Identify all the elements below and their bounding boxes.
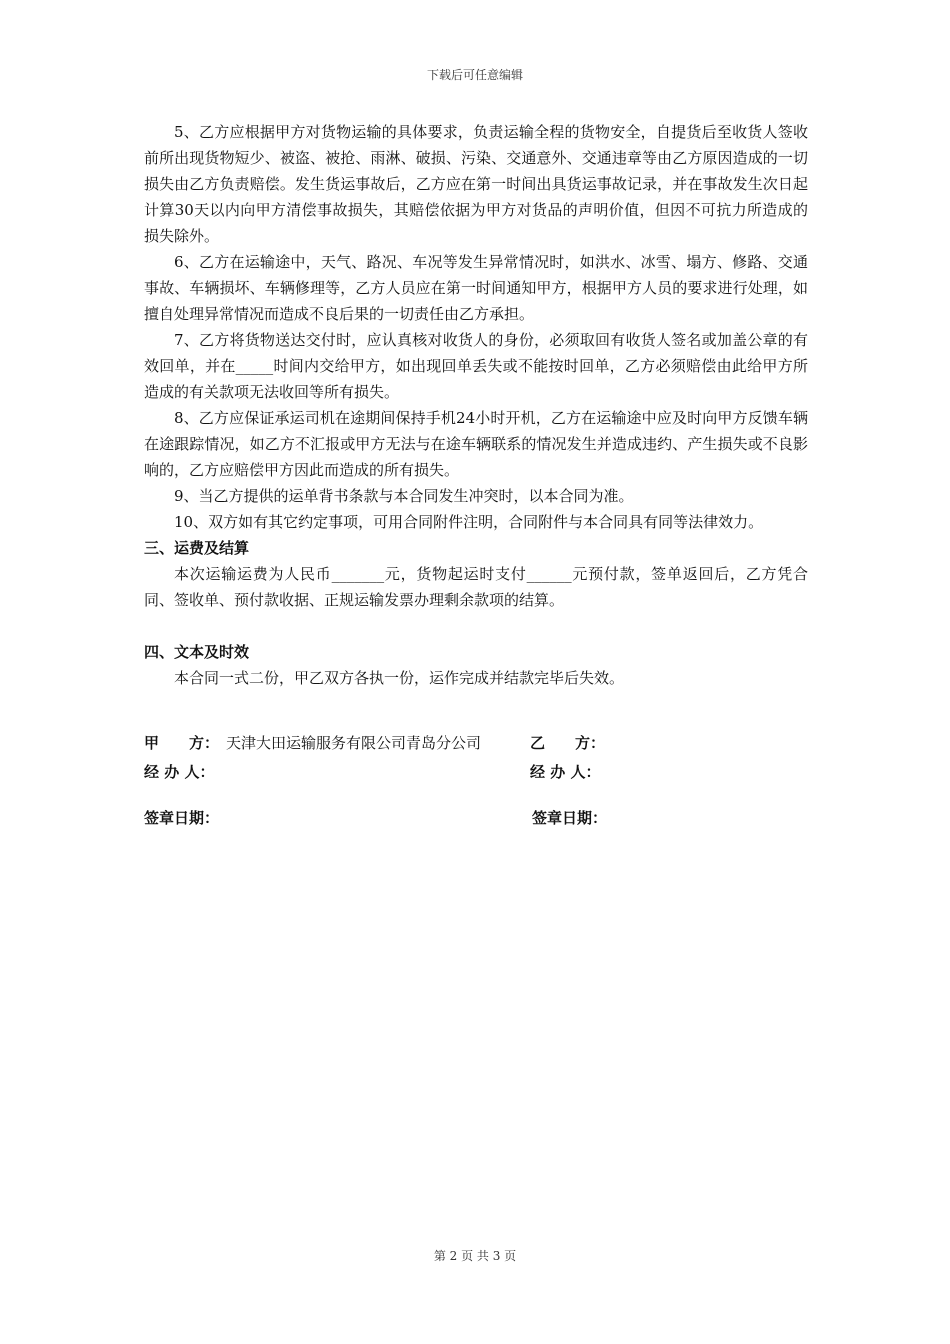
section-3-title: 三、运费及结算	[144, 539, 250, 557]
clause-9: 9、当乙方提供的运单背书条款与本合同发生冲突时，以本合同为准。	[174, 487, 634, 505]
page-header: 下载后可任意编辑	[426, 68, 523, 82]
date-b-label: 签章日期：	[532, 809, 608, 827]
agent-b-label: 经 办 人：	[530, 763, 601, 781]
party-b-label: 乙 方：	[530, 734, 606, 752]
signature-row-date	[144, 807, 808, 829]
section-4-title: 四、文本及时效	[144, 643, 250, 661]
page-footer: 第 2 页 共 3 页	[433, 1249, 517, 1263]
clause-6: 6、乙方在运输途中，天气、路况、车况等发生异常情况时，如洪水、冰雪、塌方、修路、交通事故、车辆损坏、车辆修理等，乙方人员应在第一时间通知甲方，根据甲方人员的要求进行处理，如擅自处理异常情况而造成不良后果的一切责任由乙方承担。	[144, 253, 808, 323]
clause-8: 8、乙方应保证承运司机在途期间保持手机24小时开机，乙方在运输途中应及时向甲方反馈车辆在途跟踪情况，如乙方不汇报或甲方无法与在途车辆联系的情况发生并造成违约、产生损失或不良影响的，乙方应赔偿甲方因此而造成的所有损失。	[144, 409, 808, 479]
signature-row-agent	[144, 761, 808, 783]
contract-body	[144, 119, 808, 691]
signature-row-party	[144, 732, 808, 754]
clause-10: 10、双方如有其它约定事项，可用合同附件注明，合同附件与本合同具有同等法律效力。	[174, 513, 764, 531]
section-3-text: 本次运输运费为人民币_______元，货物起运时支付______元预付款，签单返回后，乙方凭合同、签收单、预付款收据、正规运输发票办理剩余款项的结算。	[144, 565, 808, 609]
agent-a-label: 经 办 人：	[144, 763, 215, 781]
date-a-label: 签章日期：	[144, 809, 220, 827]
party-a-label: 甲 方：	[144, 734, 220, 752]
clause-5: 5、乙方应根据甲方对货物运输的具体要求，负责运输全程的货物安全，自提货后至收货人签收前所出现货物短少、被盗、被抢、雨淋、破损、污染、交通意外、交通违章等由乙方原因造成的一切损失由乙方负责赔偿。发生货运事故后，乙方应在第一时间出具货运事故记录，并在事故发生次日起计算30天以内向甲方清偿事故损失，其赔偿依据为甲方对货品的声明价值，但因不可抗力所造成的损失除外。	[144, 123, 808, 245]
party-a-value: 天津大田运输服务有限公司青岛分公司	[226, 734, 482, 752]
section-4-text: 本合同一式二份，甲乙双方各执一份，运作完成并结款完毕后失效。	[174, 669, 625, 687]
clause-7: 7、乙方将货物送达交付时，应认真核对收货人的身份，必须取回有收货人签名或加盖公章的有效回单，并在_____时间内交给甲方，如出现回单丢失或不能按时回单，乙方必须赔偿由此给甲方所造成的有关款项无法收回等所有损失。	[144, 331, 808, 401]
